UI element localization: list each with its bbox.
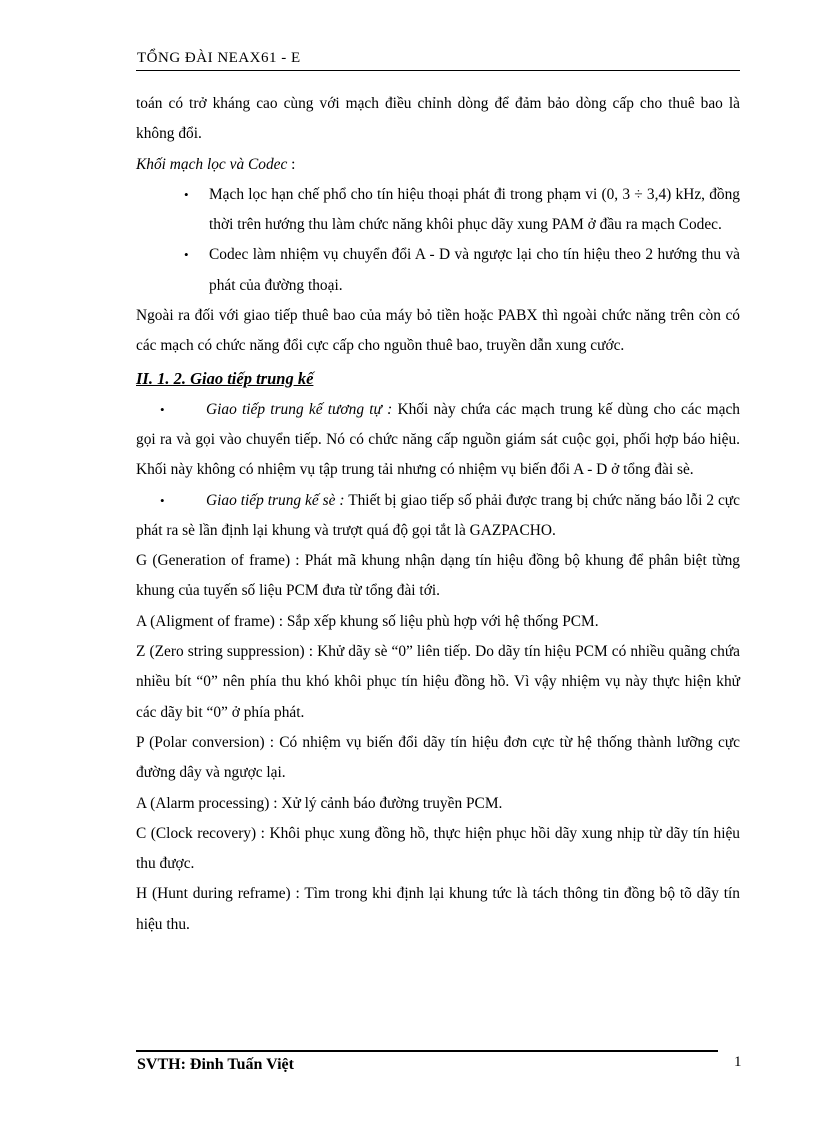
paragraph-continuation: toán có trở kháng cao cùng với mạch điều chỉnh dòng để đảm bảo dòng cấp cho thuê bao là không đổi. bbox=[136, 95, 740, 143]
bullet-icon: • bbox=[160, 492, 165, 508]
gazpacho-item-p: P (Polar conversion) : Có nhiệm vụ biến đổi dãy tín hiệu đơn cực từ hệ thống thành lưỡng cực đường dây và ngược lại. bbox=[136, 733, 740, 782]
subheading-text: Khối mạch lọc và Codec bbox=[136, 155, 288, 173]
footer-author: SVTH: Đinh Tuấn Việt bbox=[137, 1056, 294, 1073]
list-item bbox=[136, 240, 740, 301]
list-item bbox=[136, 180, 740, 241]
section-heading: II. 1. 2. Giao tiếp trung kế bbox=[136, 368, 314, 388]
list-item-text: Codec làm nhiệm vụ chuyển đổi A - D và ngược lại cho tín hiệu theo 2 hướng thu và phát của đường thoại. bbox=[209, 246, 740, 294]
list-item-trunk-digital bbox=[136, 486, 740, 547]
paragraph-pabx: Ngoài ra đối với giao tiếp thuê bao của máy bỏ tiền hoặc PABX thì ngoài chức năng trên còn có các mạch có chức năng đổi cực cấp cho nguồn thuê bao, truyền dẫn xung cước. bbox=[136, 307, 740, 355]
subheading-suffix: : bbox=[287, 155, 296, 173]
bullet-icon: • bbox=[184, 247, 189, 263]
gazpacho-item-c: C (Clock recovery) : Khôi phục xung đồng hồ, thực hiện phục hồi dãy xung nhịp từ dãy tín hiệu thu được. bbox=[136, 824, 740, 873]
bullet-icon: • bbox=[184, 186, 189, 202]
document-body bbox=[136, 89, 740, 940]
bullet-icon: • bbox=[160, 401, 165, 417]
list-item-lead: Giao tiếp trung kế sè : bbox=[206, 491, 345, 509]
list-item-trunk-analog bbox=[136, 395, 740, 486]
gazpacho-item-z: Z (Zero string suppression) : Khử dãy sè “0” liên tiếp. Do dãy tín hiệu PCM có nhiều quãng chứa nhiều bít “0” nên phía thu khó khôi phục tín hiệu đồng hồ. Vì vậy nhiệm vụ này thực hiện khử các dãy bit “0” ở phía phát. bbox=[136, 643, 740, 721]
footer-rule bbox=[136, 1050, 718, 1052]
list-item-text: Thiết bị giao tiếp số phải được trang bị chức năng báo lỗi 2 cực phát ra sè lần định lại khung và trượt quá độ gọi tắt là GAZPACHO. bbox=[136, 491, 740, 539]
gazpacho-item-g: G (Generation of frame) : Phát mã khung nhận dạng tín hiệu đồng bộ khung để phân biệt từng khung của tuyến số liệu PCM đưa từ tổng đài tới. bbox=[136, 552, 740, 600]
subheading-filter-codec bbox=[136, 150, 740, 180]
page-header-title: TỔNG ĐÀI NEAX61 - E bbox=[137, 50, 301, 66]
list-item-text: Mạch lọc hạn chế phổ cho tín hiệu thoại phát đi trong phạm vi (0, 3 ÷ 3,4) kHz, đồng thời trên hướng thu làm chức năng khôi phục dãy xung PAM ở đầu ra mạch Codec. bbox=[209, 185, 740, 234]
list-item-lead: Giao tiếp trung kế tương tự : bbox=[206, 400, 393, 418]
header-rule bbox=[136, 70, 740, 71]
page-number: 1 bbox=[734, 1054, 742, 1070]
gazpacho-item-h: H (Hunt during reframe) : Tìm trong khi định lại khung tức là tách thông tin đồng bộ tõ dãy tín hiệu thu. bbox=[136, 885, 740, 933]
gazpacho-item-a1: A (Aligment of frame) : Sắp xếp khung số liệu phù hợp với hệ thống PCM. bbox=[136, 612, 599, 630]
gazpacho-item-a2: A (Alarm processing) : Xử lý cảnh báo đường truyền PCM. bbox=[136, 794, 503, 812]
list-item-text: Khối này chứa các mạch trung kế dùng cho các mạch gọi ra và gọi vào chuyển tiếp. Nó có chức năng cấp nguồn giám sát cuộc gọi, phối hợp báo hiệu. Khối này không có nhiệm vụ tập trung tải nhưng có nhiệm vụ biến đổi A - D ở tổng đài sè. bbox=[136, 400, 741, 479]
